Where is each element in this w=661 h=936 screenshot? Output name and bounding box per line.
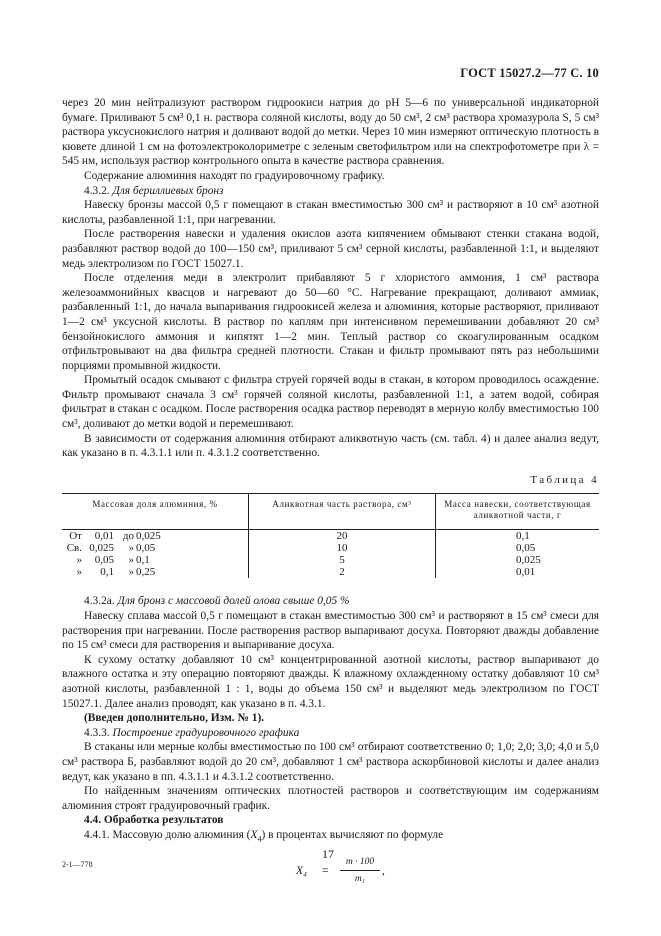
table-row xyxy=(62,566,599,578)
range-mid: » xyxy=(128,542,134,555)
paragraph: Промытый осадок смывают с фильтра струей горячей воды в стакан, в котором проводилось осаждение. Фильтр промывают сначала 3 см³ горячей соляной кислоты, разбавленной 1:1, а затем водой, собирая фильтрат в стакан с осадком. После растворения осадка раствор переводят в мерную колбу вместимостью 100 см³, доливают до метки водой и перемешивают. xyxy=(62,374,599,431)
paragraph: К сухому остатку добавляют 10 см³ концентрированной азотной кислоты, раствор выпаривают до влажного остатка и эту операцию повторяют дважды. К влажному охлажденному остатку добавляют 10 см³ азотной кислоты, разбавленной 1 : 1, воды до объема 150 см³ и выделяют медь электролизом по ГОСТ 15027.1. Далее анализ проводят, как указано в п. 4.3.1. xyxy=(62,653,599,710)
table-cell-range xyxy=(62,554,249,566)
section-heading-4-3-2a xyxy=(62,594,599,609)
formula-equals: = xyxy=(322,864,329,877)
variable-subscript: 4 xyxy=(257,834,262,844)
section-heading-4-3-2 xyxy=(62,184,599,199)
paragraph: через 20 мин нейтрализуют раствором гидроокиси натрия до pH 5—6 по универсальной индикаторной бумаге. Приливают 5 см³ 0,1 н. раствора соляной кислоты, воду до 50 см³, 2 см³ раствора хромазурола S, 5 см³ раствора уксуснокислого натрия и доливают водой до метки. Через 10 мин измеряют оптическую плотность в кювете длиной 1 см на фотоэлектроколориметре с зеленым светофильтром или на спектрофотометре при λ = 545 нм, используя раствор контрольного опыта в качестве раствора сравнения. xyxy=(62,97,599,168)
section-heading-4-4: 4.4. Обработка результатов xyxy=(84,814,224,827)
paragraph: После отделения меди в электролит прибавляют 5 г хлористого аммония, 1 см³ раствора железоаммонийных квасцов и нагревают до 50—60 °С. Нагревание прекращают, доливают аммиак, разбавленный 1:1, до начала выпаривания гидроокисей железа и алюминия, которые растворяют, приливают 1—2 см³ уксусной кислоты. В раствор по каплям при интенсивном перемешивании добавляют 20 см³ бензойнокислого аммония и кипятят 1—2 мин. Теплый раствор со скоагулированным осадком отфильтровывают на два фильтра средней плотности. Стакан и фильтр промывают пять раз небольшими порциями промывной жидкости. xyxy=(62,272,599,372)
range-mid: » xyxy=(128,554,134,567)
formula-lhs: X₄ xyxy=(296,864,308,877)
formula-numerator: m · 100 xyxy=(340,855,380,872)
range-prefix: От xyxy=(69,530,82,543)
paragraph: Содержание алюминия находят по градуировочному графику. xyxy=(84,169,385,182)
table-cell-volume: 20 xyxy=(249,530,436,543)
table-cell-mass: 0,025 xyxy=(436,554,600,566)
amendment-note: (Введен дополнительно, Изм. № 1). xyxy=(84,712,265,725)
variable-x: X xyxy=(250,828,258,841)
table-header-row xyxy=(62,494,599,530)
table-cell-mass: 0,05 xyxy=(436,542,600,554)
table-header-mass: Масса навески, соответствующая аликвотной части, г xyxy=(436,494,600,530)
section-number: 4.3.3. xyxy=(84,726,110,739)
range-prefix: Св. xyxy=(66,542,82,555)
table-row xyxy=(62,542,599,554)
section-number: 4.3.2а. xyxy=(84,595,115,608)
paragraph: По найденным значениям оптических плотностей растворов и соответствующим им содержаниям алюминия строят градуировочный график. xyxy=(62,785,599,812)
range-from: 0,1 xyxy=(100,566,114,579)
section-heading-4-3-3 xyxy=(62,726,599,741)
paragraph: Навеску бронзы массой 0,5 г помещают в стакан вместимостью 300 см³ и растворяют в 10 см³ азотной кислоты, разбавленной 1:1, при нагревании. xyxy=(62,199,599,226)
range-to: 0,025 xyxy=(136,530,161,543)
formula-denominator: m₁ xyxy=(354,874,366,885)
text-fragment: ) в процентах вычисляют по формуле xyxy=(261,828,444,841)
table-row xyxy=(62,554,599,566)
range-prefix: » xyxy=(76,554,82,567)
range-prefix: » xyxy=(76,566,82,579)
formula xyxy=(296,855,599,887)
page-number: 17 xyxy=(322,847,334,861)
section-number: 4.3.2. xyxy=(84,184,110,197)
formula-comma: , xyxy=(382,864,385,877)
table-cell-range xyxy=(62,566,249,578)
range-from: 0,01 xyxy=(94,530,114,543)
table-4 xyxy=(62,493,599,578)
range-to: 0,25 xyxy=(136,566,156,579)
table-cell-volume: 10 xyxy=(249,542,436,554)
paragraph: В зависимости от содержания алюминия отбирают аликвотную часть (см. табл. 4) и далее анализ ведут, как указано в п. 4.3.1.1 или п. 4.3.1.2 соответственно. xyxy=(62,432,599,460)
table-header-aluminium: Массовая доля алюминия, % xyxy=(62,494,249,530)
paragraph: В стаканы или мерные колбы вместимостью по 100 см³ отбирают соответственно 0; 1,0; 2,0; 3,0; 4,0 и 5,0 см³ раствора Б, разбавляют водой до 20 см³, добавляют 1 см³ раствора аскорбиновой кислоты и далее анализ ведут, как указано в пп. 4.3.1.1 и 4.3.1.2 соответственно. xyxy=(62,741,599,783)
table-cell-mass: 0,1 xyxy=(436,530,600,543)
table-cell-range xyxy=(62,542,249,554)
table-cell-volume: 5 xyxy=(249,554,436,566)
table-cell-mass: 0,01 xyxy=(436,566,600,578)
range-mid: » xyxy=(128,566,134,579)
print-code: 2-1—778 xyxy=(62,860,93,869)
section-title: Для бронз с массовой долей олова свыше 0,05 % xyxy=(117,595,350,608)
formula-fraction xyxy=(340,855,380,887)
range-from: 0,05 xyxy=(94,554,114,567)
section-title: Для бериллиевых бронз xyxy=(112,184,224,197)
range-from: 0,025 xyxy=(89,542,114,555)
table-cell-volume: 2 xyxy=(249,566,436,578)
paragraph xyxy=(62,828,599,847)
range-mid: до xyxy=(122,530,134,543)
paragraph: Навеску сплава массой 0,5 г помещают в стакан вместимостью 300 см³ и растворяют в 15 см³ смеси для растворения при нагревании. После растворения раствор выпаривают досуха. Повторяют дважды добавление по 15 см³ смеси для растворения и выпаривание досуха. xyxy=(62,610,599,652)
table-cell-range xyxy=(62,530,249,543)
paragraph: После растворения навески и удаления окислов азота кипячением обмывают стенки стакана водой, разбавляют раствор водой до 100—150 см³, приливают 5 см³ серной кислоты, разбавленной 1:1, и выделяют медь электролизом по ГОСТ 15027.1. xyxy=(62,228,599,270)
document-body xyxy=(62,96,599,887)
text-fragment: 4.4.1. Массовую долю алюминия ( xyxy=(84,828,251,841)
page-header: ГОСТ 15027.2—77 С. 10 xyxy=(460,66,599,80)
range-to: 0,1 xyxy=(136,554,150,567)
table-header-aliquot: Аликвотная часть раствора, см³ xyxy=(249,494,436,530)
table-row xyxy=(62,530,599,543)
range-to: 0,05 xyxy=(136,542,156,555)
table-caption: Таблица 4 xyxy=(530,473,599,486)
section-title: Построение градуировочного графика xyxy=(112,726,300,739)
